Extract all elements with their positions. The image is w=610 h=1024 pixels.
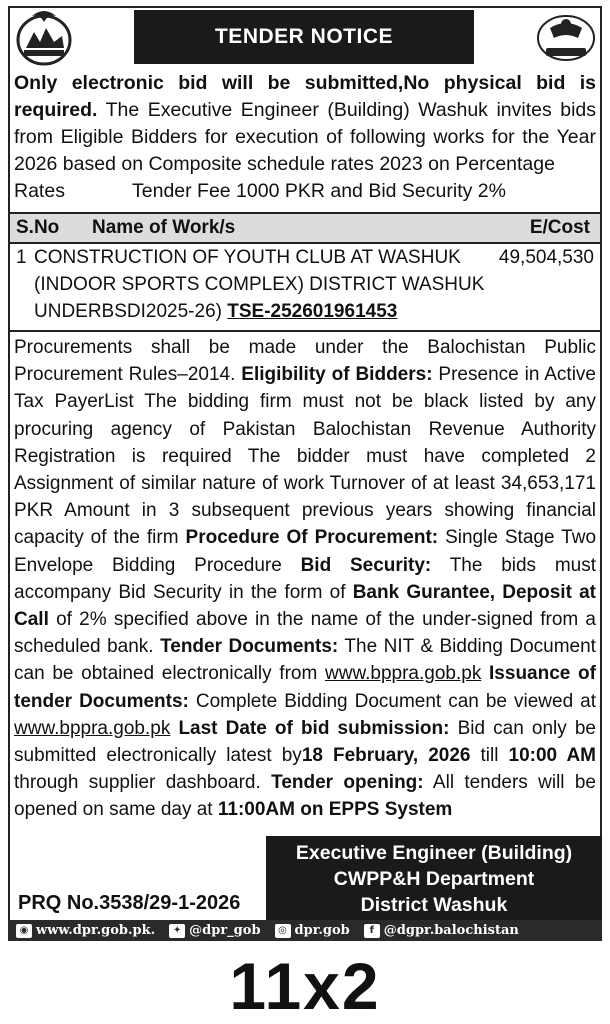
rates-label: Rates	[14, 180, 65, 202]
footer-twitter[interactable]: @dpr_gob	[189, 923, 261, 938]
tender-opening-heading: Tender opening:	[271, 772, 424, 794]
last-time-value: 10:00 AM	[508, 745, 596, 767]
through-text: through supplier dashboard.	[14, 772, 272, 794]
divider	[10, 330, 600, 332]
bid-security-heading: Bid Security:	[300, 554, 432, 576]
row-sno: 1	[16, 247, 27, 268]
eligibility-heading: Eligibility of Bidders:	[241, 364, 433, 386]
footer-item	[364, 923, 519, 938]
issuance-heading: Issuance of tender Documents:	[14, 663, 596, 712]
instagram-icon: ◎	[275, 924, 291, 938]
tender-documents-heading: Tender Documents:	[160, 636, 339, 658]
facebook-icon: f	[364, 924, 380, 938]
bppra-link[interactable]: www.bppra.gob.pk	[325, 663, 482, 685]
signature-line-3: District Washuk	[360, 894, 508, 916]
intro-paragraph	[14, 70, 596, 205]
row-cost: 49,504,530	[498, 247, 594, 268]
bppra-link-2[interactable]: www.bppra.gob.pk	[14, 717, 171, 739]
procedure-text: Single Stage Two Envelope Bidding Procedure	[14, 527, 597, 576]
globe-icon: ◉	[16, 924, 32, 938]
row-work	[34, 244, 489, 325]
signature-block	[266, 836, 602, 922]
signature-line-2: CWPP&H Department	[333, 868, 535, 890]
ad-size-label: 11x2	[229, 949, 381, 1023]
footer-website[interactable]: www.dpr.gob.pk.	[36, 923, 156, 938]
issuance-text: Complete Bidding Document can be viewed at	[188, 690, 596, 712]
bid-security-text-2: of 2% specified above in the name of the under-signed from a scheduled bank.	[14, 609, 596, 658]
eligibility-text: Presence in Active Tax PayerList The bidding firm must not be black listed by any procuring agency of Pakistan Balochistan Revenue Authority Registration is required The bidder must have completed 2 Assignment of similar nature of work Turnover of at least 34,653,171 PKR Amount in 3 subsequent previous years showing financial capacity of the firm	[14, 364, 596, 549]
till-text: till	[470, 745, 509, 767]
footer-item	[169, 923, 260, 938]
row-tse: TSE-252601961453	[227, 301, 398, 322]
page-title: TENDER NOTICE	[134, 10, 474, 64]
twitter-icon: ✦	[169, 924, 185, 938]
footer-item	[16, 923, 155, 938]
header-sno: S.No	[16, 217, 60, 238]
row-work-name: CONSTRUCTION OF YOUTH CLUB AT WASHUK (INDOOR SPORTS COMPLEX) DISTRICT WASHUK UNDERBSDI2025-26)	[34, 247, 485, 322]
tender-opening-text: All tenders will be opened on same day at	[14, 772, 597, 821]
footer-facebook[interactable]: @dgpr.balochistan	[383, 923, 519, 938]
last-date-value: 18 February, 2026	[301, 745, 471, 767]
rates-line	[14, 178, 596, 205]
header	[10, 8, 600, 70]
rates-text: Tender Fee 1000 PKR and Bid Security 2%	[132, 180, 506, 202]
header-name: Name of Work/s	[92, 217, 236, 238]
procedure-heading: Procedure Of Procurement:	[185, 527, 439, 549]
bid-security-text: The bids must accompany Bid Security in the form of	[14, 554, 596, 603]
footer-instagram[interactable]: dpr.gob	[294, 923, 350, 938]
body-paragraph	[14, 334, 596, 824]
last-date-heading: Last Date of bid submission:	[170, 717, 450, 739]
footer-item	[275, 923, 350, 938]
tender-documents-text: The NIT & Bidding Document can be obtained electronically from	[14, 636, 596, 685]
table-header	[10, 212, 600, 244]
header-cost: E/Cost	[529, 217, 590, 238]
bid-security-form: Bank Gurantee, Deposit at Call	[14, 581, 596, 631]
signature-line-1: Executive Engineer (Building)	[295, 842, 573, 864]
last-date-text: Bid can only be submitted electronically latest by	[14, 717, 596, 767]
footer-bar	[8, 920, 602, 941]
prq-number: PRQ No.3538/29-1-2026	[18, 892, 241, 914]
balochistan-emblem-icon	[12, 8, 76, 68]
body-text: Procurements shall be made under the Balochistan Public Procurement Rules–2014.	[14, 337, 596, 386]
tender-opening-value: 11:00AM on EPPS System	[217, 799, 453, 821]
dpr-emblem-icon	[534, 8, 598, 68]
intro-lead-text: The Executive Engineer (Building) Washuk invites bids from Eligible Bidders for execution of following works for the Year 2026 based on Composite schedule rates 2023 on Percentage	[14, 99, 596, 175]
intro-lead-bold: Only electronic bid will be submitted,No physical bid is required.	[14, 72, 596, 121]
